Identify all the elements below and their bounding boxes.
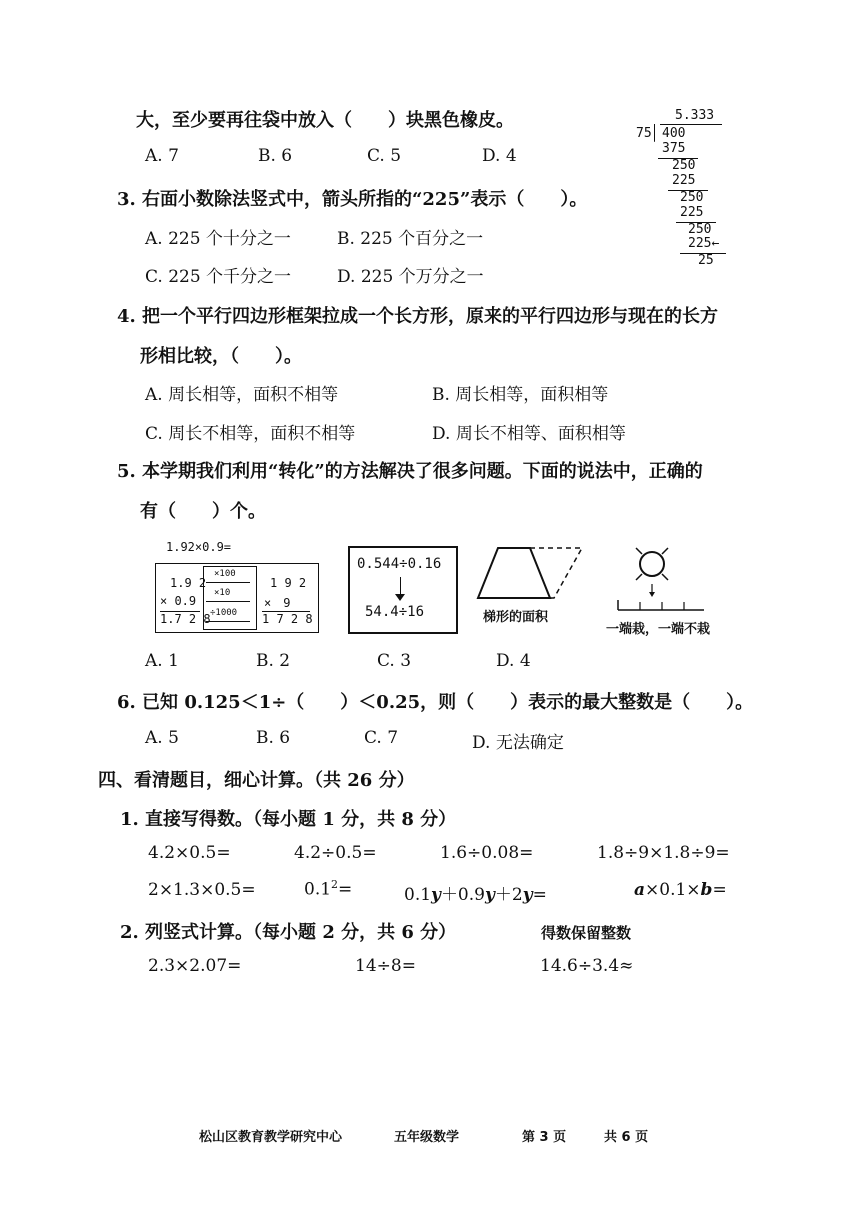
product-part: =	[712, 880, 727, 900]
calc-item-power	[304, 878, 352, 900]
division-divisor: 75	[636, 126, 652, 141]
fig1-arrow-line	[206, 621, 250, 622]
q6-option-a: A. 5	[145, 728, 179, 748]
fig2-top: 0.544÷0.16	[357, 556, 442, 572]
division-row-arrow: 225←	[688, 236, 720, 251]
footer-subject: 五年级数学	[394, 1130, 460, 1145]
q5-text-line2: 有（ ）个。	[140, 501, 266, 522]
footer-page: 第 3 页	[522, 1130, 567, 1145]
q3-option-d: D. 225 个万分之一	[337, 267, 484, 287]
footer-org: 松山区教育教学研究中心	[199, 1130, 343, 1145]
algebra-part: ＋0.9	[440, 885, 485, 905]
section4-sub2: 2. 列竖式计算。（每小题 2 分，共 6 分）	[120, 922, 457, 943]
q4-text-line2: 形相比较，（ ）。	[140, 346, 302, 367]
fig1-right: × 9	[264, 596, 291, 610]
fig1-arrow-line	[206, 601, 250, 602]
footer-total: 共 6 页	[604, 1130, 649, 1145]
trapezoid-figure	[474, 544, 588, 602]
q4-option-b: B. 周长相等，面积相等	[432, 385, 609, 405]
down-arrow-icon	[395, 594, 405, 601]
fig1-left: 1.9 2	[170, 576, 207, 590]
q5-option-c: C. 3	[377, 651, 412, 671]
q3-option-b: B. 225 个百分之一	[337, 229, 484, 249]
division-row: 250	[688, 222, 712, 237]
division-bracket	[654, 124, 655, 142]
fig1-header: 1.92×0.9=	[166, 540, 232, 554]
calc-item: 2×1.3×0.5=	[148, 880, 256, 900]
q3-text: 3. 右面小数除法竖式中，箭头所指的“225”表示（ ）。	[117, 189, 588, 210]
product-part: ×0.1×	[645, 880, 701, 900]
vertical-calc-item: 14÷8=	[355, 956, 416, 976]
q4-option-d: D. 周长不相等、面积相等	[432, 424, 626, 444]
division-quotient: 5.333	[675, 108, 715, 123]
division-row: 375	[662, 141, 686, 156]
q2-option-b: B. 6	[258, 146, 293, 166]
power-exponent: 2	[331, 878, 339, 891]
fig4-caption: 一端栽，一端不栽	[606, 622, 711, 637]
q5-option-b: B. 2	[256, 651, 291, 671]
calc-item: 4.2×0.5=	[148, 843, 231, 863]
fig1-arrow-label: ×100	[214, 569, 236, 579]
algebra-var: y	[431, 885, 441, 905]
section4-title: 四、看清题目，细心计算。（共 26 分）	[98, 770, 415, 791]
q4-text-line1: 4. 把一个平行四边形框架拉成一个长方形，原来的平行四边形与现在的长方	[117, 306, 719, 327]
q6-text: 6. 已知 0.125＜1÷（ ）＜0.25，则（ ）表示的最大整数是（ ）。	[117, 692, 754, 713]
fig2-arrow-shaft	[400, 577, 401, 595]
q6-option-d: D. 无法确定	[472, 733, 564, 753]
calc-item: 1.8÷9×1.8÷9=	[597, 843, 730, 863]
calc-item-product	[634, 880, 727, 900]
algebra-part: =	[532, 885, 547, 905]
fig1-left: × 0.9	[160, 594, 197, 608]
fig2-bottom: 54.4÷16	[365, 604, 425, 620]
q6-option-c: C. 7	[364, 728, 399, 748]
vertical-calc-item: 14.6÷3.4≈	[540, 956, 634, 976]
fig1-right: 1 9 2	[270, 576, 307, 590]
fig1-arrow-line	[206, 582, 250, 583]
algebra-var: y	[522, 885, 533, 905]
product-var: b	[700, 880, 713, 900]
vertical-calc-item: 2.3×2.07=	[148, 956, 242, 976]
q6-option-b: B. 6	[256, 728, 291, 748]
q2-text: 大，至少要再往袋中放入（ ）块黑色橡皮。	[136, 110, 514, 131]
division-row: 225	[672, 173, 696, 188]
power-base: 0.1	[304, 879, 332, 900]
fig1-arrow-label: ÷1000	[210, 608, 238, 618]
product-var: a	[634, 880, 646, 900]
division-row: 250	[680, 190, 704, 205]
division-row: 225	[680, 205, 704, 220]
q4-option-a: A. 周长相等，面积不相等	[145, 385, 339, 405]
division-dividend: 400	[662, 126, 686, 141]
fig1-right: 1 7 2 8	[262, 612, 313, 626]
algebra-part: 0.1	[404, 885, 432, 905]
q2-option-d: D. 4	[482, 146, 517, 166]
calc-item-algebra	[404, 880, 547, 905]
calc-item: 1.6÷0.08=	[440, 843, 534, 863]
rounding-note: 得数保留整数	[541, 924, 632, 942]
power-equals: =	[338, 879, 353, 900]
calc-item: 4.2÷0.5=	[294, 843, 377, 863]
division-remainder: 25	[698, 253, 714, 268]
fig3-caption: 梯形的面积	[483, 610, 549, 625]
q2-option-a: A. 7	[145, 146, 179, 166]
division-bar	[660, 124, 722, 125]
circle-planting-figure	[604, 542, 720, 616]
fig1-left: 1.7 2 8	[160, 612, 211, 626]
fig1-arrow-label: ×10	[214, 588, 231, 598]
q4-option-c: C. 周长不相等，面积不相等	[145, 424, 356, 444]
q5-option-a: A. 1	[145, 651, 179, 671]
q3-option-c: C. 225 个千分之一	[145, 267, 292, 287]
q2-option-c: C. 5	[367, 146, 402, 166]
q5-text-line1: 5. 本学期我们利用“转化”的方法解决了很多问题。下面的说法中，正确的	[117, 461, 703, 482]
algebra-var: y	[484, 885, 495, 905]
q5-option-d: D. 4	[496, 651, 531, 671]
division-row: 250	[672, 158, 696, 173]
q3-option-a: A. 225 个十分之一	[145, 229, 291, 249]
section4-sub1: 1. 直接写得数。（每小题 1 分，共 8 分）	[120, 809, 457, 830]
algebra-part: ＋2	[494, 885, 523, 905]
